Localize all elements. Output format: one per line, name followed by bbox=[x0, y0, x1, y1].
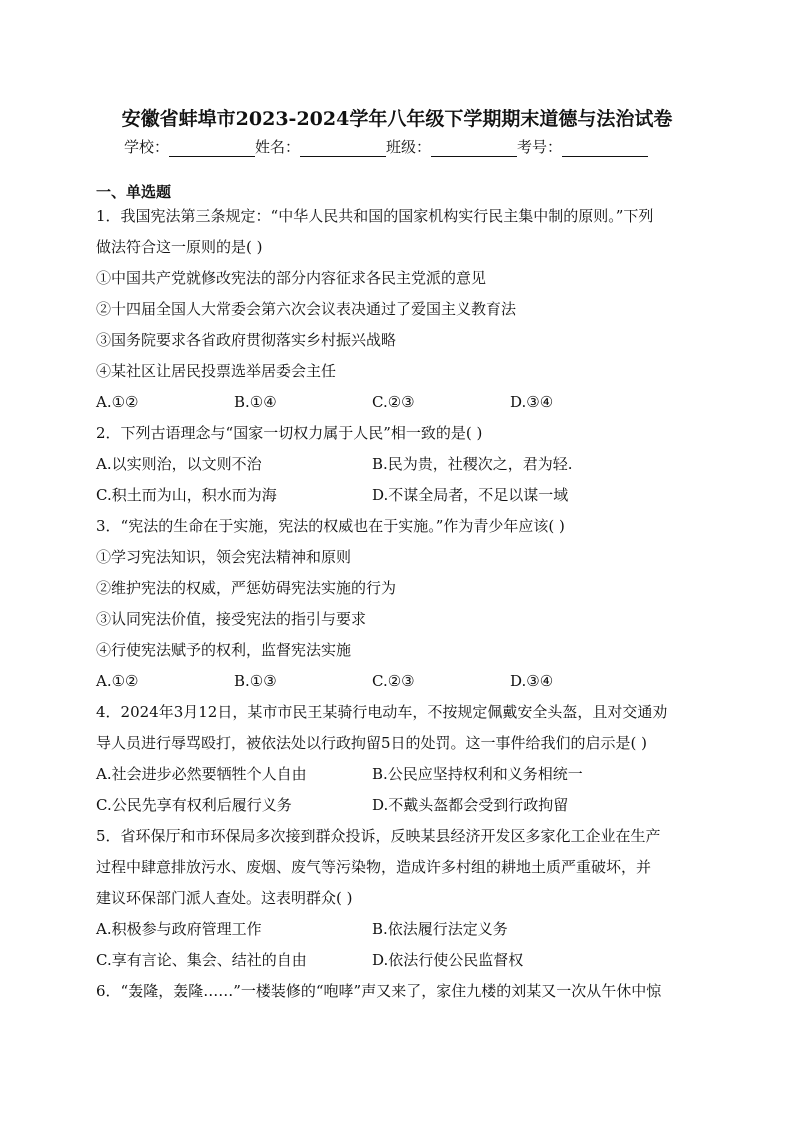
question-stem-line: 4．2024年3月12日，某市市民王某骑行电动车，不按规定佩戴安全头盔，且对交通劝 bbox=[96, 703, 668, 721]
exam-number-field bbox=[517, 136, 648, 157]
option-d[interactable]: D.不戴头盔都会受到行政拘留 bbox=[372, 796, 569, 814]
questions-content bbox=[96, 205, 706, 1011]
option-c[interactable]: C.积土而为山，积水而为海 bbox=[96, 486, 277, 504]
answer-options-row bbox=[96, 484, 706, 515]
answer-options-row bbox=[96, 763, 706, 794]
option-b[interactable]: B.①④ bbox=[234, 393, 277, 411]
statement-item: ③国务院要求各省政府贯彻落实乡村振兴战略 bbox=[96, 331, 397, 349]
section-heading: 一、单选题 bbox=[96, 183, 172, 201]
question-stem-line: 5．省环保厅和市环保局多次接到群众投诉，反映某县经济开发区多家化工企业在生产 bbox=[96, 827, 661, 845]
option-b[interactable]: B.民为贵，社稷次之，君为轻. bbox=[372, 455, 573, 473]
question-stem-line: 做法符合这一原则的是( ) bbox=[96, 238, 263, 256]
statement-item: ④某社区让居民投票选举居委会主任 bbox=[96, 362, 337, 380]
statement-item: ②十四届全国人大常委会第六次会议表决通过了爱国主义教育法 bbox=[96, 300, 517, 318]
option-d[interactable]: D.不谋全局者，不足以谋一域 bbox=[372, 486, 569, 504]
name-field bbox=[255, 136, 386, 157]
question-stem-line: 建议环保部门派人查处。这表明群众( ) bbox=[96, 889, 353, 907]
option-a[interactable]: A.以实则治，以文则不治 bbox=[96, 455, 262, 473]
answer-options-row bbox=[96, 918, 706, 949]
option-d[interactable]: D.③④ bbox=[510, 393, 554, 411]
statement-item: ②维护宪法的权威，严惩妨碍宪法实施的行为 bbox=[96, 579, 397, 597]
question-stem-line: 3．“宪法的生命在于实施，宪法的权威也在于实施。”作为青少年应该( ) bbox=[96, 517, 565, 535]
question-3 bbox=[96, 515, 706, 701]
option-c[interactable]: C.享有言论、集会、结社的自由 bbox=[96, 951, 307, 969]
statement-item: ①学习宪法知识，领会宪法精神和原则 bbox=[96, 548, 352, 566]
question-4 bbox=[96, 701, 706, 825]
question-5 bbox=[96, 825, 706, 980]
class-label: 班级： bbox=[386, 138, 432, 156]
answer-options-row bbox=[96, 949, 706, 980]
statement-item: ④行使宪法赋予的权利，监督宪法实施 bbox=[96, 641, 352, 659]
statement-item: ③认同宪法价值，接受宪法的指引与要求 bbox=[96, 610, 367, 628]
option-a[interactable]: A.社会进步必然要牺牲个人自由 bbox=[96, 765, 307, 783]
question-stem-line: 2．下列古语理念与“国家一切权力属于人民”相一致的是( ) bbox=[96, 424, 483, 442]
option-c[interactable]: C.②③ bbox=[372, 672, 415, 690]
option-c[interactable]: C.公民先享有权利后履行义务 bbox=[96, 796, 292, 814]
exam-number-blank[interactable] bbox=[562, 140, 648, 157]
question-1 bbox=[96, 205, 706, 422]
answer-options-row bbox=[96, 453, 706, 484]
school-blank[interactable] bbox=[169, 140, 255, 157]
exam-title: 安徽省蚌埠市2023-2024学年八年级下学期期末道德与法治试卷 bbox=[121, 108, 673, 130]
question-stem-line: 6．“轰隆，轰隆……”一楼装修的“咆哮”声又来了，家住九楼的刘某又一次从午休中惊 bbox=[96, 982, 662, 1000]
name-blank[interactable] bbox=[300, 140, 386, 157]
question-2 bbox=[96, 422, 706, 515]
option-b[interactable]: B.公民应坚持权利和义务相统一 bbox=[372, 765, 583, 783]
option-a[interactable]: A.①② bbox=[96, 672, 139, 690]
answer-options-row bbox=[96, 794, 706, 825]
name-label: 姓名： bbox=[255, 138, 301, 156]
option-c[interactable]: C.②③ bbox=[372, 393, 415, 411]
class-field bbox=[386, 136, 517, 157]
question-stem-line: 过程中肆意排放污水、废烟、废气等污染物，造成许多村组的耕地土质严重破坏，并 bbox=[96, 858, 652, 876]
class-blank[interactable] bbox=[431, 140, 517, 157]
option-a[interactable]: A.积极参与政府管理工作 bbox=[96, 920, 262, 938]
option-d[interactable]: D.依法行使公民监督权 bbox=[372, 951, 524, 969]
statement-item: ①中国共产党就修改宪法的部分内容征求各民主党派的意见 bbox=[96, 269, 487, 287]
question-6 bbox=[96, 980, 706, 1011]
school-field bbox=[124, 136, 255, 157]
answer-options bbox=[96, 670, 706, 701]
option-a[interactable]: A.①② bbox=[96, 393, 139, 411]
school-label: 学校： bbox=[124, 138, 170, 156]
option-b[interactable]: B.依法履行法定义务 bbox=[372, 920, 508, 938]
student-info-line bbox=[124, 136, 648, 157]
question-stem-line: 1．我国宪法第三条规定：“中华人民共和国的国家机构实行民主集中制的原则。”下列 bbox=[96, 207, 654, 225]
exam-number-label: 考号： bbox=[517, 138, 563, 156]
option-b[interactable]: B.①③ bbox=[234, 672, 277, 690]
option-d[interactable]: D.③④ bbox=[510, 672, 554, 690]
question-stem-line: 导人员进行辱骂殴打，被依法处以行政拘留5日的处罚。这一事件给我们的启示是( ) bbox=[96, 734, 648, 752]
answer-options bbox=[96, 391, 706, 422]
